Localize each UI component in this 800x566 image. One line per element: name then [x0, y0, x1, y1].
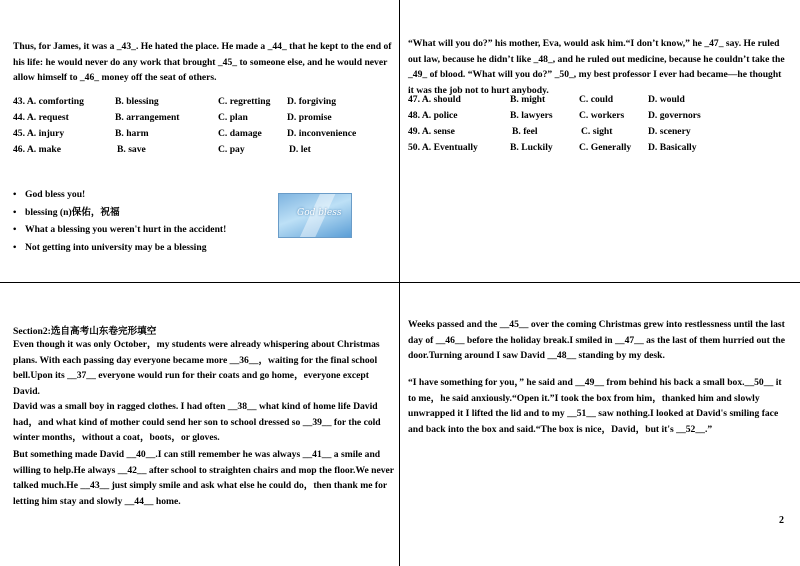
option-c: C. pay: [218, 144, 245, 155]
bullet-item: • What a blessing you weren't hurt in the accident!: [13, 221, 226, 239]
option-d: D. promise: [287, 112, 332, 123]
options-44: [13, 112, 393, 126]
option-b: B. save: [117, 144, 146, 155]
bullet-item: • blessing (n)保佑，祝福: [13, 204, 226, 222]
slide-top-left: [0, 0, 400, 283]
option-c: C. sight: [581, 126, 613, 137]
options-47: [408, 94, 788, 108]
option-b: B. blessing: [115, 96, 159, 107]
slide-bottom-right: [400, 283, 800, 566]
god-bless-caption: God bless: [297, 208, 342, 218]
option-d: D. would: [648, 94, 685, 105]
vocabulary-bullets: [13, 186, 226, 256]
bullet-item: • Not getting into university may be a blessing: [13, 239, 226, 257]
paragraph-49-52: “I have something for you，” he said and __49__ from behind his back a small box.__50__ it to me，he said anxiously.“Open it.”I took the box from him，thanked him and slowly unwrapped it I lifted the lid and to my __51__ saw nothing.I looked at David's smiling face and back into the box and said.“The box is nice，David，but it's __52__.”: [408, 377, 782, 435]
option-a: 50. A. Eventually: [408, 142, 478, 153]
god-bless-image: [278, 193, 352, 238]
options-50: [408, 142, 788, 156]
option-a: 48. A. police: [408, 110, 458, 121]
section-title: Section2:选自高考山东卷完形填空: [13, 326, 157, 337]
options-46: [13, 144, 393, 158]
option-b: B. might: [510, 94, 546, 105]
option-b: B. Luckily: [510, 142, 553, 153]
options-49: [408, 126, 788, 140]
paragraph-40-44: But something made David __40__.I can still remember he was always __41__ a smile and willing to help.He always __42__ after school to straighten chairs and mop the floor.We never talked much.He __43__ just simply smile and ask what else he could do，then thank me for letting him stay and slowly __44__ home.: [13, 449, 394, 507]
option-a: 44. A. request: [13, 112, 69, 123]
option-c: C. damage: [218, 128, 262, 139]
option-d: D. Basically: [648, 142, 697, 153]
page-number: 2: [779, 515, 784, 526]
option-c: C. could: [579, 94, 614, 105]
bullet-item: • God bless you!: [13, 186, 226, 204]
option-a: 49. A. sense: [408, 126, 455, 137]
slide-bottom-left: [0, 283, 400, 566]
option-c: C. plan: [218, 112, 248, 123]
options-48: [408, 110, 788, 124]
option-d: D. inconvenience: [287, 128, 357, 139]
slide-top-right: [400, 0, 800, 283]
option-b: B. arrangement: [115, 112, 180, 123]
option-b: B. harm: [115, 128, 149, 139]
option-d: D. let: [289, 144, 311, 155]
option-c: C. regretting: [218, 96, 271, 107]
option-d: D. governors: [648, 110, 701, 121]
option-c: C. workers: [579, 110, 625, 121]
option-b: B. feel: [512, 126, 538, 137]
option-c: C. Generally: [579, 142, 632, 153]
options-43: [13, 96, 393, 110]
options-45: [13, 128, 393, 142]
option-a: 47. A. should: [408, 94, 461, 105]
option-b: B. lawyers: [510, 110, 553, 121]
option-d: D. scenery: [648, 126, 691, 137]
option-d: D. forgiving: [287, 96, 337, 107]
passage-43-46: Thus, for James, it was a _43_. He hated the place. He made a _44_ that he kept to the end of his life: he would never do any work that brought _45_ to someone else, and he would never allow himself to _46_ money off the seat of others.: [13, 41, 392, 83]
option-a: 43. A. comforting: [13, 96, 84, 107]
paragraph-45-48: Weeks passed and the __45__ over the coming Christmas grew into restlessness until the last day of __46__ before the holiday break.I smiled in __47__ as the last of them hurried out the door.Turning around I saw David __48__ standing by my desk.: [408, 319, 786, 361]
option-a: 46. A. make: [13, 144, 61, 155]
paragraph-38-39: David was a small boy in ragged clothes. I had often __38__ what kind of home life David had，and what kind of mother could send her son to school dressed so __39__ for the cold winter months，without a coat，boots，or gloves.: [13, 401, 381, 443]
paragraph-36-37: Even though it was only October，my students were already whispering about Christmas plans. With each passing day everyone became more __36__，waiting for the final school bell.Upon its __37__ everyone would run for their coats and go home，everyone except David.: [13, 339, 380, 397]
option-a: 45. A. injury: [13, 128, 65, 139]
passage-47-50: “What will you do?” his mother, Eva, would ask him.“I don’t know,” he _47_ say. He ruled out law, because he didn’t like _48_, and he ruled out medicine, because he couldn’t take the _49_ of blood. “What will you do?” _50_, my best professor I ever had became—he thought it was the job not to hurt anybody.: [408, 38, 785, 96]
